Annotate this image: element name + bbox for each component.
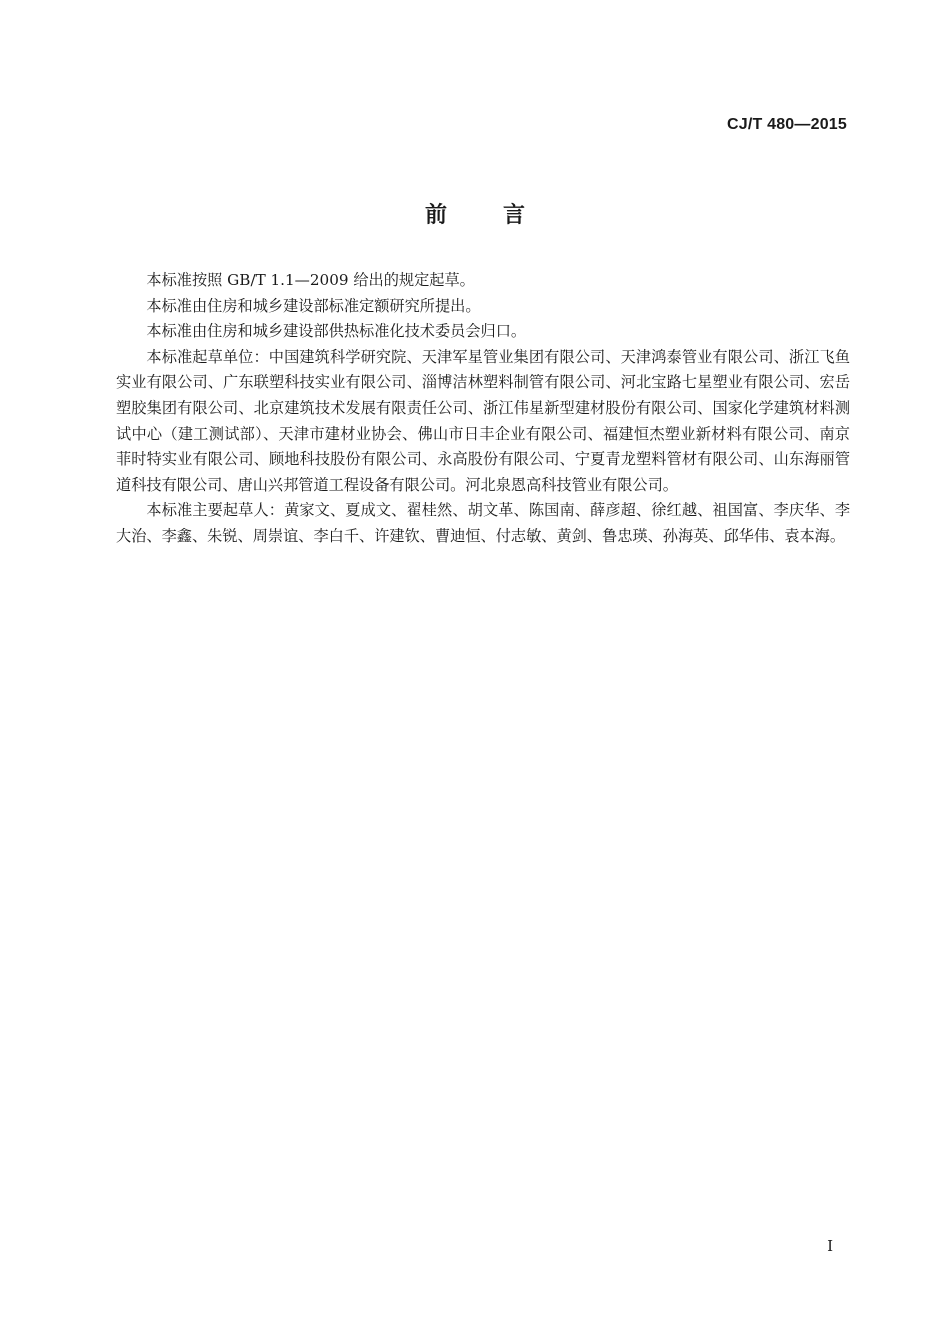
paragraph-drafting-rule: 本标准按照 GB/T 1.1—2009 给出的规定起草。 xyxy=(146,271,475,289)
paragraph-drafters: 本标准主要起草人：黄家文、夏成文、翟桂然、胡文革、陈国南、薛彦超、徐红越、祖国富、李庆华、李大治、李鑫、朱锐、周崇谊、李白千、许建钦、曹迪恒、付志敏、黄剑、鲁忠瑛、孙海英、邱华伟、袁本海。 xyxy=(116,501,850,545)
standard-number: CJ/T 480—2015 xyxy=(726,116,847,133)
page-number: I xyxy=(827,1237,833,1255)
paragraph-administrator: 本标准由住房和城乡建设部供热标准化技术委员会归口。 xyxy=(146,322,527,341)
paragraph-proposer: 本标准由住房和城乡建设部标准定额研究所提出。 xyxy=(146,296,481,315)
foreword-body xyxy=(116,268,850,550)
paragraph-drafting-units: 本标准起草单位：中国建筑科学研究院、天津军星管业集团有限公司、天津鸿泰管业有限公司、浙江飞鱼实业有限公司、广东联塑科技实业有限公司、淄博洁林塑料制管有限公司、河北宝路七星塑业有限公司、宏岳塑胶集团有限公司、北京建筑技术发展有限责任公司、浙江伟星新型建材股份有限公司、国家化学建筑材料测试中心（建工测试部）、天津市建材业协会、佛山市日丰企业有限公司、福建恒杰塑业新材料有限公司、南京菲时特实业有限公司、顾地科技股份有限公司、永高股份有限公司、宁夏青龙塑料管材有限公司、山东海丽管道科技有限公司、唐山兴邦管道工程设备有限公司。河北泉恩高科技管业有限公司。 xyxy=(116,347,850,494)
page-title: 前言 xyxy=(424,203,581,228)
